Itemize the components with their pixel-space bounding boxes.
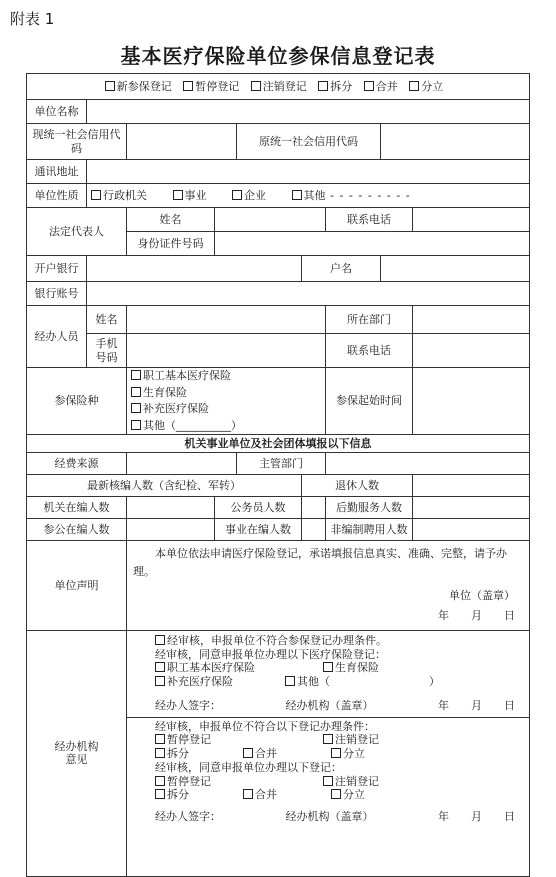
account-name-field[interactable] bbox=[381, 256, 530, 282]
checkbox-merge[interactable]: 合并 bbox=[364, 80, 398, 94]
unit-stamp-label: 单位（盖章） bbox=[449, 589, 516, 603]
civil-servants-field[interactable] bbox=[302, 497, 326, 519]
logistics-label: 后勤服务人数 bbox=[326, 497, 413, 519]
checkbox-suspend[interactable]: 暂停登记 bbox=[183, 80, 239, 94]
retired-field[interactable] bbox=[413, 475, 530, 497]
review-checkbox-other[interactable]: 其他（ ） bbox=[285, 675, 395, 689]
checkbox-icon[interactable] bbox=[131, 370, 141, 380]
authority-label: 主管部门 bbox=[237, 453, 326, 475]
start-time-field[interactable] bbox=[413, 368, 530, 435]
legal-rep-name-field[interactable] bbox=[215, 208, 326, 232]
registration-form bbox=[26, 73, 530, 877]
reject-checkbox-merge[interactable]: 合并 bbox=[243, 747, 323, 761]
reject-checkbox-suspend[interactable]: 暂停登记 bbox=[155, 733, 315, 747]
checkbox-icon[interactable] bbox=[155, 748, 165, 758]
checkbox-icon[interactable] bbox=[292, 190, 302, 200]
approve-checkbox-divide[interactable]: 分立 bbox=[331, 788, 441, 802]
checkbox-icon[interactable] bbox=[243, 789, 253, 799]
checkbox-icon[interactable] bbox=[232, 190, 242, 200]
start-time-label: 参保起始时间 bbox=[326, 368, 413, 435]
checkbox-icon[interactable] bbox=[364, 81, 374, 91]
retired-label: 退休人数 bbox=[302, 475, 413, 497]
address-field[interactable] bbox=[87, 160, 530, 184]
form-title: 基本医疗保险单位参保信息登记表 bbox=[120, 44, 436, 68]
approve-checkbox-merge[interactable]: 合并 bbox=[243, 788, 323, 802]
checkbox-admin[interactable]: 行政机关 bbox=[91, 189, 147, 203]
unit-nature-label: 单位性质 bbox=[27, 184, 87, 208]
reject-checkbox-split[interactable]: 拆分 bbox=[155, 747, 235, 761]
handler-signature-label-2: 经办人签字： bbox=[155, 810, 221, 824]
fund-source-field[interactable] bbox=[127, 453, 237, 475]
org-staff-label: 机关在编人数 bbox=[27, 497, 127, 519]
checkbox-cancel[interactable]: 注销登记 bbox=[251, 80, 307, 94]
checkbox-icon[interactable] bbox=[105, 81, 115, 91]
agency-stamp-label-2: 经办机构（盖章） bbox=[285, 810, 374, 824]
review-reject-1[interactable]: 经审核，申报单位不符合参保登记办理条件。 bbox=[155, 634, 523, 648]
review-date-1: 年 月 日 bbox=[438, 698, 516, 712]
reject-checkbox-cancel[interactable]: 注销登记 bbox=[323, 733, 433, 747]
checkbox-institution[interactable]: 事业 bbox=[173, 189, 207, 203]
checkbox-icon[interactable] bbox=[155, 776, 165, 786]
checkbox-other-insurance[interactable]: 其他（__________） bbox=[131, 418, 242, 435]
checkbox-icon[interactable] bbox=[155, 734, 165, 744]
checkbox-icon[interactable] bbox=[155, 662, 165, 672]
checkbox-icon[interactable] bbox=[155, 676, 165, 686]
original-credit-code-label: 原统一社会信用代码 bbox=[237, 124, 381, 160]
mobile-label: 手机号码 bbox=[87, 334, 127, 368]
current-credit-code-label: 现统一社会信用代码 bbox=[27, 124, 127, 160]
declaration-label: 单位声明 bbox=[27, 541, 127, 631]
checkbox-icon[interactable] bbox=[331, 748, 341, 758]
account-number-field[interactable] bbox=[87, 282, 530, 306]
account-number-label: 银行账号 bbox=[27, 282, 87, 306]
bank-label: 开户银行 bbox=[27, 256, 87, 282]
latest-staffing-label: 最新核编人数（含纪检、军转） bbox=[27, 475, 302, 497]
review-approve-2: 经审核，同意申报单位办理以下登记： bbox=[155, 760, 342, 774]
legal-rep-name-label: 姓名 bbox=[127, 208, 215, 232]
approve-checkbox-split[interactable]: 拆分 bbox=[155, 788, 235, 802]
handler-signature-label-1: 经办人签字： bbox=[155, 698, 221, 712]
checkbox-icon[interactable] bbox=[91, 190, 101, 200]
checkbox-icon[interactable] bbox=[331, 789, 341, 799]
legal-rep-phone-label: 联系电话 bbox=[326, 208, 413, 232]
unit-name-label: 单位名称 bbox=[27, 100, 87, 124]
review-divider bbox=[127, 717, 529, 718]
current-credit-code-field[interactable] bbox=[127, 124, 237, 160]
ref-civil-label: 参公在编人数 bbox=[27, 519, 127, 541]
review-checkbox-maternity[interactable]: 生育保险 bbox=[323, 661, 433, 675]
review-checkbox-basic-medical[interactable]: 职工基本医疗保险 bbox=[155, 661, 315, 675]
unit-name-field[interactable] bbox=[87, 100, 530, 124]
checkbox-icon[interactable] bbox=[155, 635, 165, 645]
legal-rep-phone-field[interactable] bbox=[413, 208, 530, 232]
review-reject-2: 经审核，申报单位不符合以下登记办理条件： bbox=[155, 719, 375, 733]
checkbox-split[interactable]: 拆分 bbox=[318, 80, 352, 94]
civil-servants-label: 公务员人数 bbox=[215, 497, 302, 519]
declaration-date: 年 月 日 bbox=[438, 608, 516, 622]
review-checkbox-supplementary[interactable]: 补充医疗保险 bbox=[155, 675, 277, 689]
authority-field[interactable] bbox=[326, 453, 530, 475]
org-staff-field[interactable] bbox=[127, 497, 215, 519]
insurance-options bbox=[127, 368, 326, 435]
checkbox-icon[interactable] bbox=[131, 387, 141, 397]
checkbox-basic-medical[interactable]: 职工基本医疗保险 bbox=[131, 368, 253, 385]
original-credit-code-field[interactable] bbox=[381, 124, 530, 160]
checkbox-new[interactable]: 新参保登记 bbox=[105, 80, 172, 94]
reject-checkbox-divide[interactable]: 分立 bbox=[331, 747, 441, 761]
review-date-2: 年 月 日 bbox=[438, 810, 516, 824]
department-field[interactable] bbox=[413, 306, 530, 334]
checkbox-icon[interactable] bbox=[323, 662, 333, 672]
id-number-label: 身份证件号码 bbox=[127, 232, 215, 256]
handler-label: 经办人员 bbox=[27, 306, 87, 368]
checkbox-divide[interactable]: 分立 bbox=[409, 80, 443, 94]
approve-checkbox-cancel[interactable]: 注销登记 bbox=[323, 775, 433, 789]
handler-phone-label: 联系电话 bbox=[326, 334, 413, 368]
checkbox-icon[interactable] bbox=[173, 190, 183, 200]
checkbox-enterprise[interactable]: 企业 bbox=[232, 189, 266, 203]
non-staff-field[interactable] bbox=[413, 519, 530, 541]
checkbox-maternity[interactable]: 生育保险 bbox=[131, 385, 187, 402]
legal-rep-label: 法定代表人 bbox=[27, 208, 127, 256]
mobile-field[interactable] bbox=[127, 334, 326, 368]
logistics-field[interactable] bbox=[413, 497, 530, 519]
checkbox-icon[interactable] bbox=[323, 776, 333, 786]
checkbox-icon[interactable] bbox=[131, 420, 141, 430]
review-approve-1: 经审核，同意申报单位办理以下医疗保险登记： bbox=[155, 647, 386, 661]
checkbox-icon[interactable] bbox=[323, 734, 333, 744]
non-staff-label: 非编制聘用人数 bbox=[326, 519, 413, 541]
ref-civil-field[interactable] bbox=[127, 519, 215, 541]
address-label: 通讯地址 bbox=[27, 160, 87, 184]
checkbox-icon[interactable] bbox=[155, 789, 165, 799]
checkbox-icon[interactable] bbox=[409, 81, 419, 91]
fund-source-label: 经费来源 bbox=[27, 453, 127, 475]
agency-opinion-label: 经办机构意见 bbox=[27, 630, 127, 876]
handler-name-field[interactable] bbox=[127, 306, 326, 334]
public-inst-label: 事业在编人数 bbox=[215, 519, 302, 541]
agency-stamp-label-1: 经办机构（盖章） bbox=[285, 698, 374, 712]
attachment-label: 附表 1 bbox=[10, 10, 55, 28]
checkbox-supplementary[interactable]: 补充医疗保险 bbox=[131, 401, 253, 418]
bank-field[interactable] bbox=[87, 256, 302, 282]
checkbox-icon[interactable] bbox=[183, 81, 193, 91]
checkbox-icon[interactable] bbox=[251, 81, 261, 91]
public-inst-field[interactable] bbox=[302, 519, 326, 541]
declaration-box bbox=[127, 541, 530, 631]
department-label: 所在部门 bbox=[326, 306, 413, 334]
declaration-text: 本单位依法申请医疗保险登记，承诺填报信息真实、准确、完整，请予办理。 bbox=[133, 547, 507, 578]
approve-checkbox-suspend[interactable]: 暂停登记 bbox=[155, 775, 315, 789]
checkbox-icon[interactable] bbox=[243, 748, 253, 758]
checkbox-other[interactable]: 其他 - - - - - - - - - bbox=[292, 189, 411, 203]
checkbox-icon[interactable] bbox=[318, 81, 328, 91]
registration-type-row bbox=[27, 74, 530, 100]
account-name-label: 户名 bbox=[302, 256, 381, 282]
handler-name-label: 姓名 bbox=[87, 306, 127, 334]
id-number-field[interactable] bbox=[215, 232, 530, 256]
unit-nature-options bbox=[87, 184, 530, 208]
handler-phone-field[interactable] bbox=[413, 334, 530, 368]
checkbox-icon[interactable] bbox=[131, 403, 141, 413]
agency-opinion-box bbox=[127, 630, 530, 876]
insurance-type-label: 参保险种 bbox=[27, 368, 127, 435]
section-heading: 机关事业单位及社会团体填报以下信息 bbox=[27, 435, 530, 453]
checkbox-icon[interactable] bbox=[285, 676, 295, 686]
